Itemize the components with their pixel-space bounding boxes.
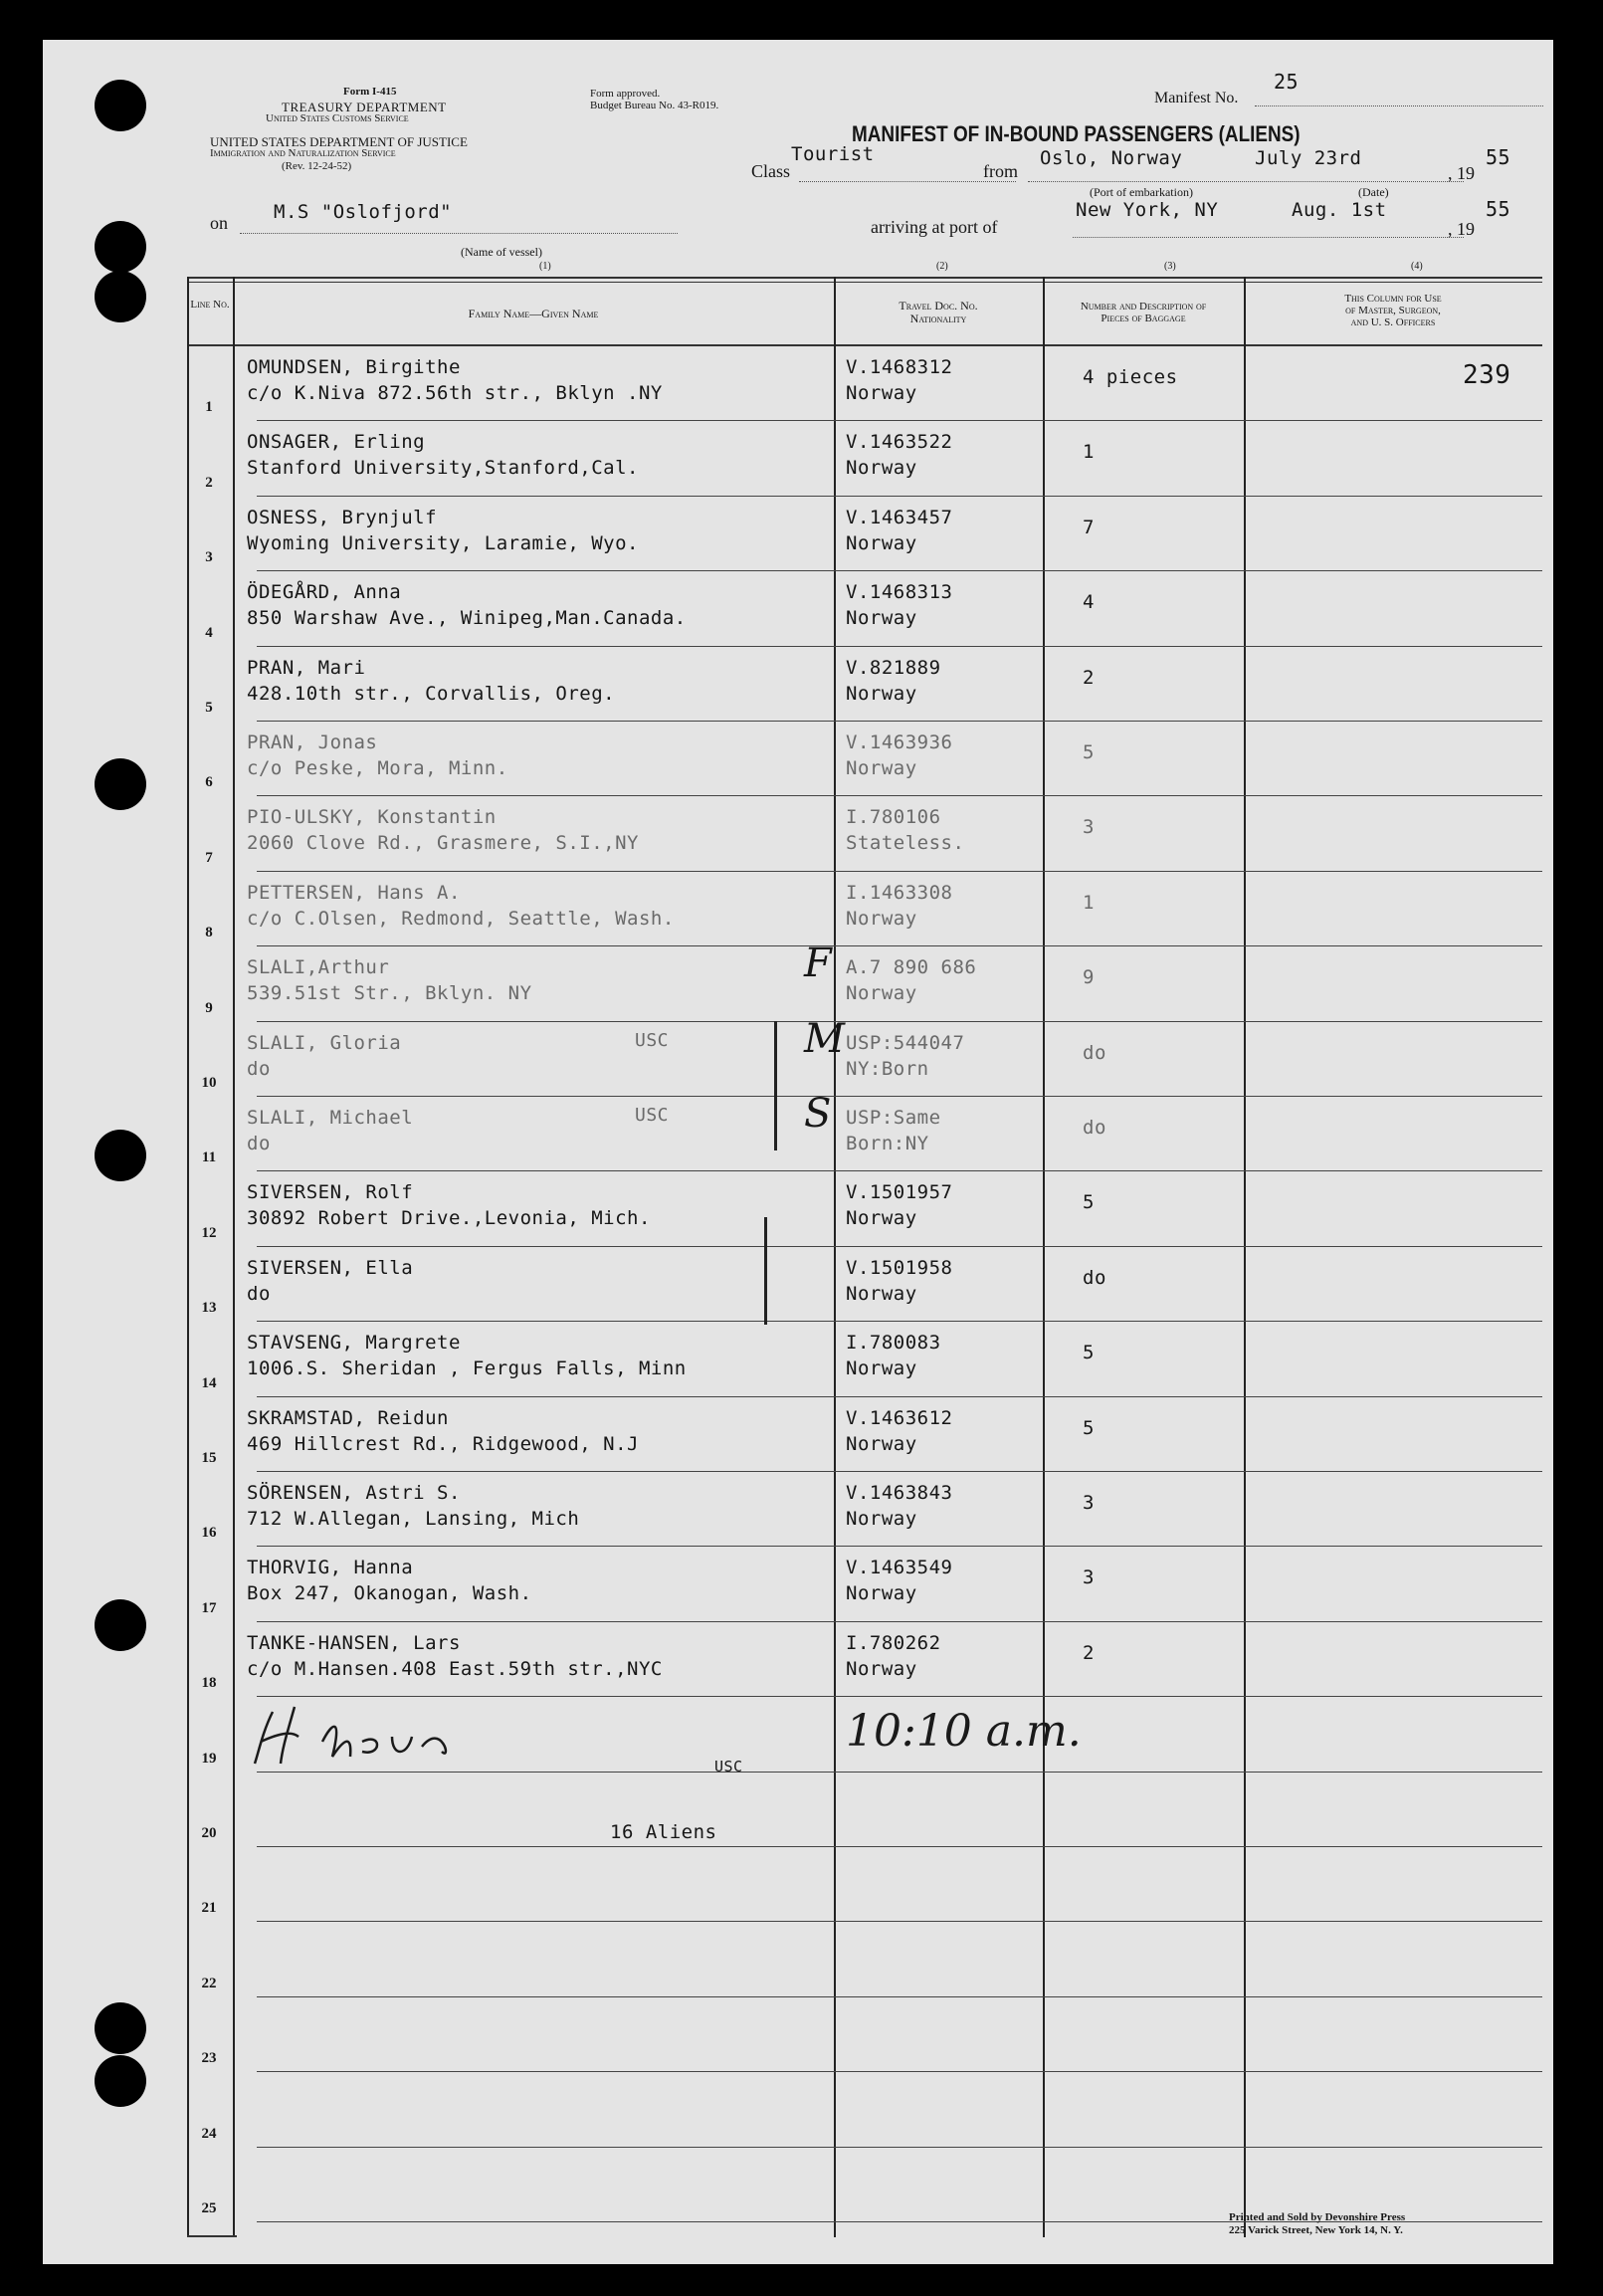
table-row	[187, 647, 1542, 722]
usc-label: USC	[635, 1105, 670, 1126]
travel-doc-block	[846, 429, 952, 481]
passenger-name-block	[247, 880, 675, 932]
baggage-count: do	[1083, 1266, 1106, 1289]
printer-line-2: 225 Varick Street, New York 14, N. Y.	[1229, 2224, 1403, 2236]
manifest-no-label: Manifest No.	[1154, 90, 1239, 106]
passenger-name-block	[247, 655, 615, 707]
table-row	[187, 346, 1542, 421]
travel-doc-number: I.780262	[846, 1631, 941, 1654]
nationality: Norway	[846, 1508, 917, 1530]
passenger-name: ONSAGER, Erling	[247, 431, 426, 454]
table-top-border-2	[187, 282, 1542, 283]
travel-doc-number: V.821889	[846, 656, 941, 679]
vessel-value: M.S "Oslofjord"	[274, 201, 453, 223]
passenger-name-block	[247, 429, 639, 481]
nationality: Stateless.	[846, 832, 965, 855]
line-number: 5	[205, 699, 213, 716]
line-number: 15	[201, 1449, 217, 1466]
passenger-address: Wyoming University, Laramie, Wyo.	[247, 531, 639, 554]
passenger-name-block	[247, 804, 639, 856]
manifest-table	[187, 277, 1542, 2237]
nationality: Norway	[846, 757, 917, 779]
travel-doc-number: I.1463308	[846, 881, 953, 904]
col-header-officers-3: and U. S. Officers	[1350, 316, 1436, 328]
punch-hole	[95, 1130, 146, 1181]
baggage-count: 2	[1083, 1641, 1095, 1664]
col-header-name: Family Name—Given Name	[468, 307, 599, 320]
travel-doc-block	[846, 804, 964, 856]
col-header-baggage-2: Pieces of Baggage	[1101, 313, 1186, 324]
line-number: 17	[201, 1599, 217, 1616]
baggage-count: 4 pieces	[1083, 366, 1178, 388]
travel-doc-number: V.1463457	[846, 506, 953, 528]
nationality: NY:Born	[846, 1057, 929, 1080]
baggage-count: 1	[1083, 891, 1095, 914]
table-row	[187, 571, 1542, 646]
arrival-year: 55	[1486, 197, 1511, 221]
table-row	[187, 872, 1542, 946]
form-approved: Form approved.	[590, 88, 661, 100]
treasury-label: TREASURY DEPARTMENT	[282, 100, 447, 114]
passenger-address: 712 W.Allegan, Lansing, Mich	[247, 1508, 580, 1530]
nationality: Norway	[846, 1357, 917, 1380]
table-row	[187, 1247, 1542, 1322]
arrival-time: 10:10 a.m.	[846, 1706, 1082, 1757]
passenger-name-block	[247, 730, 508, 781]
passenger-name: SKRAMSTAD, Reidun	[247, 1406, 449, 1429]
table-row	[187, 1622, 1542, 1697]
travel-doc-number: V.1463522	[846, 431, 953, 454]
passenger-name-block	[247, 1330, 687, 1381]
customs-label: United States Customs Service	[266, 112, 409, 124]
table-row	[187, 421, 1542, 496]
nationality: Norway	[846, 607, 917, 630]
travel-doc-number: I.780083	[846, 1332, 941, 1355]
baggage-count: 5	[1083, 1416, 1095, 1439]
travel-doc-number: V.1468312	[846, 356, 953, 378]
family-bracket-2	[764, 1217, 767, 1325]
manifest-title: MANIFEST OF IN-BOUND PASSENGERS (ALIENS)	[852, 121, 1301, 146]
travel-doc-block	[846, 954, 976, 1006]
col-number-2: (2)	[936, 261, 948, 272]
family-mark: M	[804, 1015, 845, 1062]
form-number: Form I-415	[343, 86, 397, 98]
travel-doc-block	[846, 655, 941, 707]
line-number: 18	[201, 1675, 217, 1692]
usc-label: USC	[635, 1029, 670, 1051]
table-row	[187, 1847, 1542, 1922]
line-number: 1	[205, 399, 213, 416]
table-row	[187, 1773, 1542, 1847]
nationality: Norway	[846, 1582, 917, 1605]
nationality: Norway	[846, 682, 917, 705]
family-mark: S	[804, 1091, 832, 1137]
travel-doc-number: V.1463549	[846, 1557, 953, 1579]
nationality: Norway	[846, 907, 917, 930]
baggage-count: do	[1083, 1117, 1106, 1139]
nationality: Born:NY	[846, 1133, 929, 1154]
table-row	[187, 1997, 1542, 2072]
family-mark: F	[804, 940, 832, 987]
travel-doc-block	[846, 1105, 941, 1156]
passenger-address: Stanford University,Stanford,Cal.	[247, 457, 639, 480]
line-number: 10	[201, 1074, 217, 1091]
line-number: 14	[201, 1374, 217, 1391]
from-label: from	[983, 161, 1018, 181]
travel-doc-block	[846, 1030, 964, 1082]
passenger-name: SIVERSEN, Rolf	[247, 1181, 414, 1204]
travel-doc-number: V.1463843	[846, 1482, 953, 1504]
passenger-address: c/o K.Niva 872.56th str., Bklyn .NY	[247, 382, 663, 404]
table-row	[187, 1091, 1542, 1171]
passenger-name-block	[247, 954, 532, 1006]
vessel-line	[240, 233, 678, 234]
baggage-count: 5	[1083, 1342, 1095, 1364]
line-number: 21	[201, 1900, 217, 1917]
arrival-port: New York, NY	[1076, 199, 1219, 221]
passenger-name: TANKE-HANSEN, Lars	[247, 1631, 461, 1654]
arrival-line	[1073, 237, 1464, 238]
vessel-caption: (Name of vessel)	[461, 245, 542, 259]
passenger-name: THORVIG, Hanna	[247, 1557, 414, 1579]
family-bracket	[774, 1021, 777, 1150]
col-header-travel-doc: Travel Doc. No.	[899, 299, 978, 313]
date-value: July 23rd	[1255, 147, 1362, 169]
punch-hole	[95, 80, 146, 131]
line-number: 12	[201, 1224, 217, 1241]
punch-hole	[95, 758, 146, 810]
year-value: 55	[1486, 145, 1511, 169]
col-header-officers-1: This Column for Use	[1344, 293, 1442, 305]
table-row	[187, 722, 1542, 796]
aliens-total: 16 Aliens	[610, 1821, 717, 1843]
line-number: 23	[201, 2050, 217, 2067]
passenger-address: do	[247, 1282, 271, 1305]
passenger-name-block	[247, 579, 687, 631]
travel-doc-block	[846, 880, 952, 932]
passenger-name-block	[247, 505, 639, 556]
passenger-address: c/o M.Hansen.408 East.59th str.,NYC	[247, 1657, 663, 1680]
baggage-count: 2	[1083, 666, 1095, 689]
travel-doc-block	[846, 730, 952, 781]
table-bottom-left	[187, 2235, 237, 2237]
passenger-name: SLALI, Gloria	[247, 1031, 402, 1054]
passenger-name: SLALI, Michael	[247, 1107, 414, 1129]
baggage-count: 1	[1083, 441, 1095, 464]
passenger-name: OSNESS, Brynjulf	[247, 506, 438, 528]
passenger-name-block	[247, 354, 663, 406]
baggage-count: 5	[1083, 741, 1095, 763]
passenger-name: SLALI,Arthur	[247, 956, 390, 979]
table-row	[187, 1171, 1542, 1246]
table-row	[187, 497, 1542, 571]
nationality: Norway	[846, 982, 917, 1005]
class-label: Class	[751, 161, 791, 181]
passenger-address: 2060 Clove Rd., Grasmere, S.I.,NY	[247, 832, 639, 855]
punch-hole	[95, 271, 146, 322]
justice-label: UNITED STATES DEPARTMENT OF JUSTICE	[210, 134, 468, 149]
travel-doc-number: USP:544047	[846, 1031, 965, 1054]
baggage-count: 3	[1083, 816, 1095, 839]
passenger-address: 1006.S. Sheridan , Fergus Falls, Minn	[247, 1357, 687, 1380]
manifest-sheet	[43, 40, 1553, 2264]
line-number: 22	[201, 1975, 217, 1991]
class-value: Tourist	[791, 143, 875, 165]
port-embark-caption: (Port of embarkation)	[1090, 185, 1193, 199]
travel-doc-block	[846, 579, 952, 631]
travel-doc-block	[846, 1630, 941, 1682]
table-top-border	[187, 277, 1542, 279]
line-number: 19	[201, 1750, 217, 1767]
line-number: 4	[205, 624, 213, 641]
table-row	[187, 1547, 1542, 1621]
line-number: 13	[201, 1300, 217, 1317]
budget-bureau: Budget Bureau No. 43-R019.	[590, 100, 719, 111]
passenger-address: c/o Peske, Mora, Minn.	[247, 757, 508, 779]
baggage-count: 5	[1083, 1191, 1095, 1214]
baggage-count: 3	[1083, 1492, 1095, 1514]
passenger-name-block	[247, 1630, 663, 1682]
col-header-line-no: Line No.	[190, 299, 230, 311]
arrival-year-prefix: , 19	[1448, 219, 1475, 239]
col-number-4: (4)	[1411, 261, 1423, 272]
printer-line-1: Printed and Sold by Devonshire Press	[1229, 2211, 1406, 2223]
line-number: 8	[205, 925, 213, 941]
passenger-name-block	[247, 1480, 579, 1532]
travel-doc-number: V.1501958	[846, 1256, 953, 1279]
table-row	[187, 796, 1542, 871]
passenger-name: OMUNDSEN, Birgithe	[247, 356, 461, 378]
passenger-address: 428.10th str., Corvallis, Oreg.	[247, 682, 616, 705]
passenger-address: 469 Hillcrest Rd., Ridgewood, N.J	[247, 1432, 639, 1455]
nationality: Norway	[846, 1207, 917, 1230]
col-header-baggage-1: Number and Description of	[1080, 301, 1207, 313]
passenger-name-block	[247, 1030, 401, 1082]
travel-doc-number: USP:Same	[846, 1107, 941, 1129]
travel-doc-number: V.1463936	[846, 731, 953, 753]
line-number: 7	[205, 849, 213, 866]
travel-doc-block	[846, 1179, 952, 1231]
passenger-name: PRAN, Jonas	[247, 731, 378, 753]
table-row	[187, 1922, 1542, 1996]
passenger-address: 30892 Robert Drive.,Levonia, Mich.	[247, 1207, 651, 1230]
table-row	[187, 1322, 1542, 1396]
table-row	[187, 940, 1542, 1021]
line-number: 25	[201, 2199, 217, 2216]
passenger-name: PRAN, Mari	[247, 656, 366, 679]
travel-doc-number: V.1463612	[846, 1406, 953, 1429]
col-header-nationality: Nationality	[909, 312, 967, 325]
travel-doc-number: V.1468313	[846, 581, 953, 604]
passenger-address: do	[247, 1057, 271, 1080]
baggage-count: do	[1083, 1041, 1106, 1064]
line-number: 11	[201, 1149, 217, 1166]
baggage-count: 4	[1083, 591, 1095, 614]
col-number-1: (1)	[539, 261, 551, 272]
passenger-name: PETTERSEN, Hans A.	[247, 881, 461, 904]
passenger-name: ÖDEGÅRD, Anna	[247, 581, 402, 604]
passenger-name-block	[247, 1405, 639, 1457]
line-number: 16	[201, 1525, 217, 1542]
table-row	[187, 2072, 1542, 2147]
passenger-name: SIVERSEN, Ella	[247, 1256, 414, 1279]
passenger-address: 539.51st Str., Bklyn. NY	[247, 982, 532, 1005]
on-label: on	[210, 213, 228, 233]
travel-doc-number: A.7 890 686	[846, 956, 977, 979]
punch-hole	[95, 1599, 146, 1651]
passenger-name-block	[247, 1555, 532, 1606]
passenger-name: SÖRENSEN, Astri S.	[247, 1482, 461, 1504]
nationality: Norway	[846, 531, 917, 554]
passenger-address: 850 Warshaw Ave., Winipeg,Man.Canada.	[247, 607, 687, 630]
nationality: Norway	[846, 457, 917, 480]
col-header-officers-2: of Master, Surgeon,	[1345, 305, 1441, 316]
nationality: Norway	[846, 1432, 917, 1455]
travel-doc-block	[846, 1330, 941, 1381]
line-number: 9	[205, 999, 213, 1016]
nationality: Norway	[846, 1657, 917, 1680]
baggage-count: 7	[1083, 516, 1095, 538]
usc-stamp: USC	[714, 1758, 743, 1775]
travel-doc-number: V.1501957	[846, 1181, 953, 1204]
table-row	[187, 1397, 1542, 1472]
line-number: 6	[205, 774, 213, 791]
col-number-3: (3)	[1164, 261, 1176, 272]
passenger-address: do	[247, 1133, 271, 1154]
manifest-no-value: 25	[1274, 70, 1300, 94]
passenger-address: c/o C.Olsen, Redmond, Seattle, Wash.	[247, 907, 675, 930]
ins-label: Immigration and Naturalization Service	[210, 147, 396, 159]
date-caption: (Date)	[1358, 185, 1389, 199]
year-prefix: , 19	[1448, 163, 1475, 183]
table-row	[187, 1015, 1542, 1097]
baggage-count: 9	[1083, 966, 1095, 989]
line-number: 2	[205, 474, 213, 491]
travel-doc-block	[846, 1555, 952, 1606]
travel-doc-block	[846, 1255, 952, 1307]
punch-hole	[95, 221, 146, 273]
travel-doc-number: I.780106	[846, 806, 941, 829]
arrival-date: Aug. 1st	[1292, 199, 1387, 221]
nationality: Norway	[846, 1282, 917, 1305]
travel-doc-block	[846, 1480, 952, 1532]
travel-doc-block	[846, 354, 952, 406]
line-number: 24	[201, 2125, 217, 2142]
officer-note: 239	[1463, 360, 1511, 390]
line-number: 3	[205, 549, 213, 566]
baggage-count: 3	[1083, 1566, 1095, 1589]
passenger-name: STAVSENG, Margrete	[247, 1332, 461, 1355]
punch-hole	[95, 2002, 146, 2054]
line-number: 20	[201, 1824, 217, 1841]
manifest-no-line	[1255, 105, 1543, 106]
punch-hole	[95, 2055, 146, 2107]
passenger-address: Box 247, Okanogan, Wash.	[247, 1582, 532, 1605]
passenger-name-block	[247, 1105, 413, 1156]
passenger-name-block	[247, 1179, 651, 1231]
nationality: Norway	[846, 382, 917, 404]
from-line	[1028, 181, 1464, 182]
table-row	[187, 1472, 1542, 1547]
passenger-name: PIO-ULSKY, Konstantin	[247, 806, 497, 829]
travel-doc-block	[846, 1405, 952, 1457]
passenger-name-block	[247, 1255, 413, 1307]
travel-doc-block	[846, 505, 952, 556]
rev-label: (Rev. 12-24-52)	[282, 160, 352, 172]
from-value: Oslo, Norway	[1040, 147, 1183, 169]
arriving-label: arriving at port of	[871, 217, 998, 237]
